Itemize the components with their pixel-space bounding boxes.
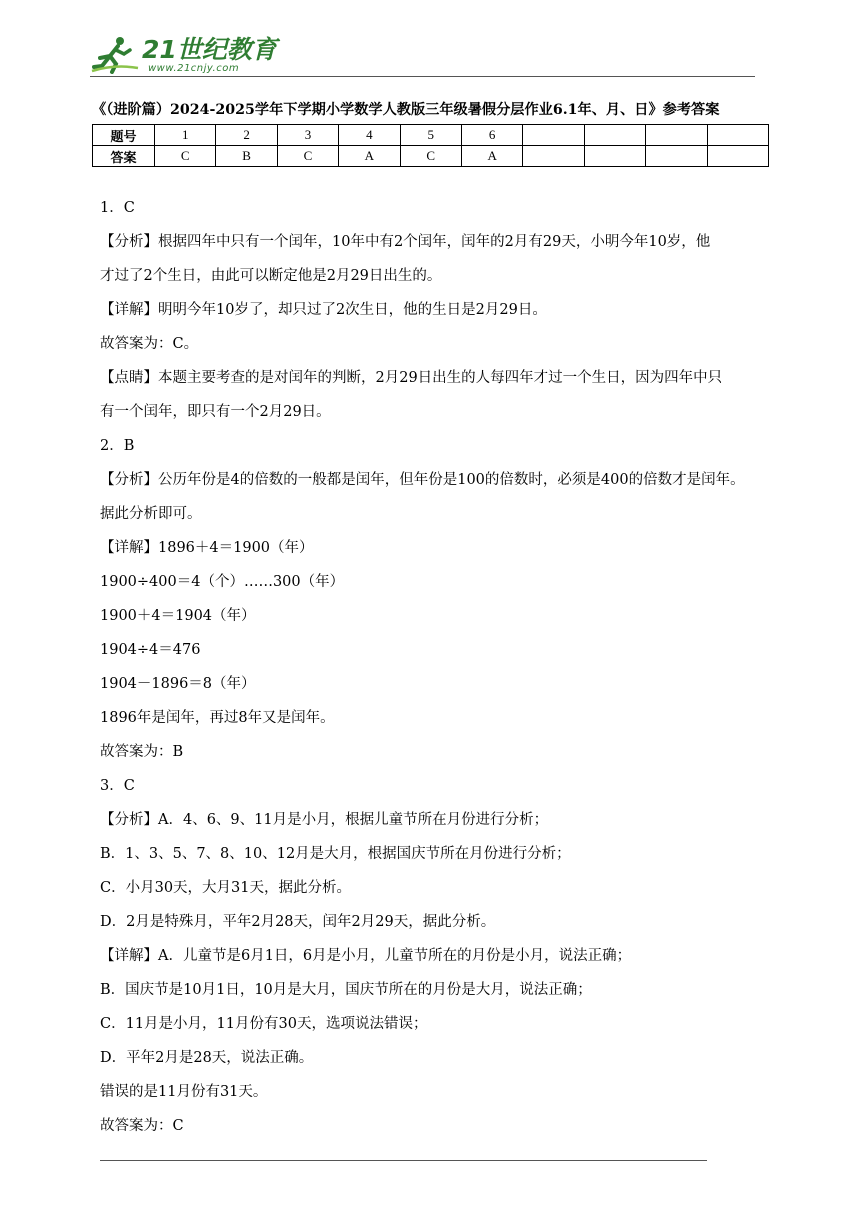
text-line: D．2月是特殊月，平年2月28天，闰年2月29天，据此分析。 [100, 914, 496, 930]
text-line: 1900＋4＝1904（年） [100, 608, 256, 624]
text-line: C．小月30天，大月31天，据此分析。 [100, 880, 351, 896]
answer-explanations [100, 196, 780, 1148]
question-number-cell [707, 125, 768, 146]
answer-label: 答案 [93, 146, 155, 167]
text-line: 【分析】公历年份是4的倍数的一般都是闰年，但年份是100的倍数时，必须是400的倍数才是闰年。 [100, 472, 745, 488]
question-number-cell: 2 [216, 125, 277, 146]
page-header [90, 34, 755, 78]
text-line: 故答案为：B [100, 744, 184, 760]
text-line: 有一个闰年，即只有一个2月29日。 [100, 404, 331, 420]
text-line: 1896年是闰年，再过8年又是闰年。 [100, 710, 335, 726]
question-number-cell: 3 [277, 125, 338, 146]
text-line: 【点睛】本题主要考查的是对闰年的判断，2月29日出生的人每四年才过一个生日，因为四年中只 [100, 370, 723, 386]
answer-row [93, 146, 769, 167]
answer-cell [584, 146, 645, 167]
question-number-cell: 6 [461, 125, 522, 146]
answer-table [92, 124, 769, 167]
question-number-cell: 1 [155, 125, 216, 146]
text-line: 才过了2个生日，由此可以断定他是2月29日出生的。 [100, 268, 442, 284]
text-line: 1904÷4＝476 [100, 642, 201, 658]
text-line: 据此分析即可。 [100, 506, 202, 522]
logo [90, 34, 277, 74]
answer-cell [707, 146, 768, 167]
question-number-cell: 4 [339, 125, 400, 146]
question-number-cell: 5 [400, 125, 461, 146]
answer-cell: A [461, 146, 522, 167]
answer-cell: C [400, 146, 461, 167]
q1-heading: 1．C [100, 200, 135, 216]
text-line: 故答案为：C [100, 1118, 184, 1134]
answer-cell: A [339, 146, 400, 167]
text-line: D．平年2月是28天，说法正确。 [100, 1050, 314, 1066]
q3-heading: 3．C [100, 778, 135, 794]
question-number-cell [646, 125, 707, 146]
answer-cell: C [277, 146, 338, 167]
text-line: 【分析】A．4、6、9、11月是小月，根据儿童节所在月份进行分析； [100, 812, 549, 828]
question-number-cell [523, 125, 584, 146]
text-line: B．1、3、5、7、8、10、12月是大月，根据国庆节所在月份进行分析； [100, 846, 571, 862]
text-line: 故答案为：C。 [100, 336, 199, 352]
text-line: B．国庆节是10月1日，10月是大月，国庆节所在的月份是大月，说法正确； [100, 982, 592, 998]
answer-cell [646, 146, 707, 167]
running-figure-logo-icon [90, 34, 140, 74]
footer-divider [100, 1160, 707, 1161]
text-line: 【详解】1896＋4＝1900（年） [100, 540, 314, 556]
question-number-label: 题号 [93, 125, 155, 146]
text-line: 【分析】根据四年中只有一个闰年，10年中有2个闰年，闰年的2月有29天，小明今年10岁，他 [100, 234, 711, 250]
header-divider [90, 76, 755, 77]
q2-heading: 2．B [100, 438, 135, 454]
text-line: C．11月是小月，11月份有30天，选项说法错误； [100, 1016, 428, 1032]
text-line: 【详解】明明今年10岁了，却只过了2次生日，他的生日是2月29日。 [100, 302, 547, 318]
text-line: 1904－1896＝8（年） [100, 676, 256, 692]
text-line: 错误的是11月份有31天。 [100, 1084, 268, 1100]
text-line: 【详解】A．儿童节是6月1日，6月是小月，儿童节所在的月份是小月，说法正确； [100, 948, 632, 964]
question-number-cell [584, 125, 645, 146]
logo-wordmark: 21世纪教育 [142, 35, 277, 64]
answer-cell [523, 146, 584, 167]
question-number-row [93, 125, 769, 146]
text-line: 1900÷400＝4（个）……300（年） [100, 574, 345, 590]
answer-cell: B [216, 146, 277, 167]
document-title: 《（进阶篇）2024-2025学年下学期小学数学人教版三年级暑假分层作业6.1年、月、日》参考答案 [92, 102, 720, 118]
answer-cell: C [155, 146, 216, 167]
logo-url: www.21cnjy.com [148, 63, 240, 74]
